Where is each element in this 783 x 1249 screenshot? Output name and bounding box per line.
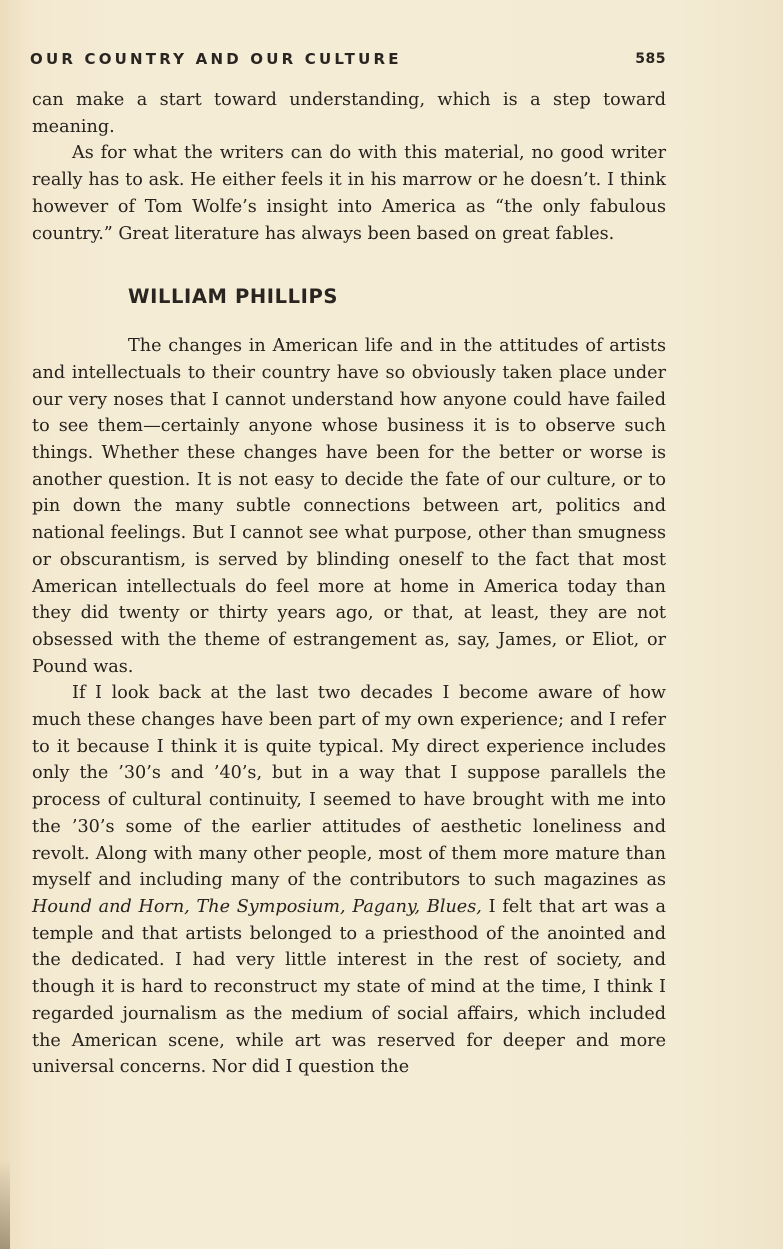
body-text: [32, 87, 666, 1081]
magazine-titles: Hound and Horn, The Symposium, Pagany, Blues,: [32, 896, 482, 917]
paragraph-text: If I look back at the last two decades I become aware of how much these changes have been part of my own experience; and I refer to it because I think it is quite typical. My direct experience includes only the ’30’s and ’40’s, but in a way that I suppose parallels the process of cultural continuity, I seemed to have brought with me into the ’30’s some of the earlier attitudes of aesthetic loneliness and revolt. Along with many other people, most of them more mature than myself and including many of the contributors to such magazines as: [32, 683, 666, 891]
paragraph-text: I felt that art was a temple and that artists belonged to a priesthood of the anointed and the dedicated. I had very little interest in the rest of society, and though it is hard to reconstruct my state of mind at the time, I think I regarded journalism as the medium of social affairs, which included the American scene, while art was reserved for deeper and more universal concerns. Nor did I question the: [32, 896, 667, 1078]
paragraph-writers: As for what the writers can do with this material, no good writer really has to ask. He either feels it in his marrow or he doesn’t. I think however of Tom Wolfe’s insight into America as “the only fabulous country.” Great literature has always been based on great fables.: [32, 143, 666, 244]
page-number: 585: [635, 51, 666, 67]
running-header: [30, 50, 666, 72]
paragraph-continuation: can make a start toward understanding, which is a step toward meaning.: [32, 90, 666, 137]
paragraph-look-back: [32, 680, 666, 1081]
paragraph-changes: The changes in American life and in the attitudes of artists and intellectuals to their country have so obviously taken place under our very noses that I cannot understand how anyone could have failed to see them—certainly anyone whose business it is to observe such things. Whether these changes have been for the better or worse is another question. It is not easy to decide the fate of our culture, or to pin down the many subtle connections between art, politics and national feelings. But I cannot see what purpose, other than smugness or obscurantism, is served by blinding oneself to the fact that most American intellectuals do feel more at home in America today than they did twenty or thirty years ago, or that, at least, they are not obsessed with the theme of estrangement as, say, James, or Eliot, or Pound was.: [32, 336, 666, 677]
running-title: OUR COUNTRY AND OUR CULTURE: [30, 50, 402, 68]
section-heading: WILLIAM PHILLIPS: [128, 285, 339, 309]
binding-shadow: [0, 1159, 10, 1249]
